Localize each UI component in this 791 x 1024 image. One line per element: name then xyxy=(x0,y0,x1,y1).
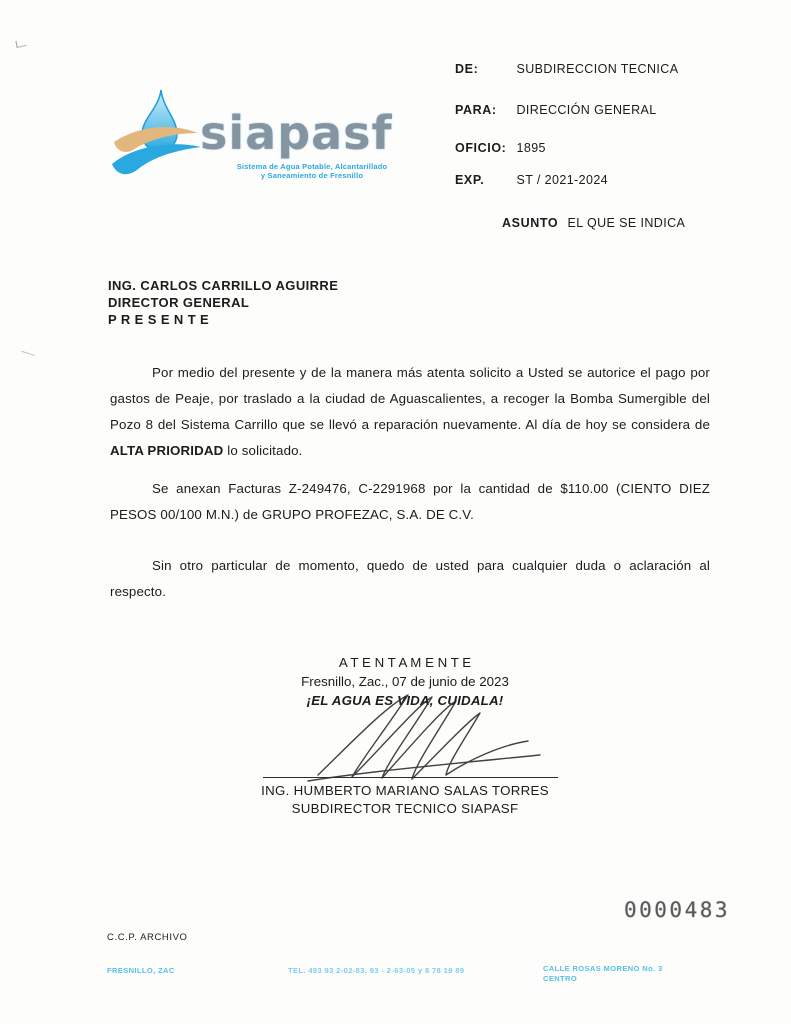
folio-stamp: 0000483 xyxy=(624,898,731,922)
footer-address xyxy=(543,964,663,984)
signature-rule xyxy=(263,777,558,778)
asunto-label: ASUNTO xyxy=(502,216,559,230)
date-line: Fresnillo, Zac., 07 de junio de 2023 xyxy=(301,674,509,689)
oficio-value: 1895 xyxy=(516,141,546,155)
alta-prioridad-emphasis: ALTA PRIORIDAD xyxy=(110,443,224,458)
para-label: PARA: xyxy=(455,103,497,117)
asunto-value: EL QUE SE INDICA xyxy=(567,216,686,230)
header-row-exp xyxy=(455,173,608,187)
de-label: DE: xyxy=(455,62,479,76)
ccp-line: C.C.P. ARCHIVO xyxy=(107,932,188,943)
header-row-asunto xyxy=(502,216,685,230)
logo-tagline xyxy=(212,162,412,180)
paragraph-2: Se anexan Facturas Z-249476, C-2291968 por la cantidad de $110.00 (CIENTO DIEZ PESOS 00/100 M.N.) de GRUPO PROFEZAC, S.A. DE C.V. xyxy=(110,481,710,522)
scan-artifact xyxy=(21,346,36,356)
atentamente-line: A T E N T A M E N T E xyxy=(338,655,472,670)
water-drop-icon xyxy=(108,88,204,188)
paragraph-1-end: lo solicitado. xyxy=(223,443,303,458)
closing-block xyxy=(240,653,570,816)
footer-address-line2: CENTRO xyxy=(543,974,578,983)
signer-title: SUBDIRECTOR TECNICO SIAPASF xyxy=(291,801,519,816)
recipient-title: DIRECTOR GENERAL xyxy=(108,295,250,310)
recipient-block xyxy=(108,277,338,328)
recipient-presente: P R E S E N T E xyxy=(108,312,210,327)
logo-tagline-line1: Sistema de Agua Potable, Alcantarillado xyxy=(236,162,388,171)
footer-address-line1: CALLE ROSAS MORENO No. 3 xyxy=(543,964,663,973)
signer-name: ING. HUMBERTO MARIANO SALAS TORRES xyxy=(261,783,549,798)
header-row-para xyxy=(455,103,657,117)
de-value: SUBDIRECCION TECNICA xyxy=(516,62,679,76)
footer-city: FRESNILLO, ZAC xyxy=(107,966,175,975)
scan-artifact xyxy=(15,39,26,48)
paragraph-3: Sin otro particular de momento, quedo de usted para cualquier duda o aclaración al respecto. xyxy=(110,558,710,599)
handwritten-signature xyxy=(290,689,550,784)
oficio-label: OFICIO: xyxy=(455,141,507,155)
exp-value: ST / 2021-2024 xyxy=(516,173,609,187)
para-value: DIRECCIÓN GENERAL xyxy=(516,103,657,117)
header-row-de xyxy=(455,62,678,76)
recipient-name: ING. CARLOS CARRILLO AGUIRRE xyxy=(108,278,339,293)
slogan-line: ¡EL AGUA ES VIDA, CUIDALA! xyxy=(306,693,504,708)
paragraph-1-start: Por medio del presente y de la manera más atenta solicito a Usted se autorice el pago por gastos de Peaje, por traslado a la ciudad de Aguascalientes, a recoger la Bomba Sumergible del Pozo 8 del Sistema Carrillo que se llevó a reparación nuevamente. Al día de hoy se considera de xyxy=(110,365,710,432)
exp-label: EXP. xyxy=(455,173,485,187)
paragraph-1 xyxy=(110,360,710,464)
header-row-oficio xyxy=(455,141,546,155)
logo-wordmark: siapasf xyxy=(200,106,393,160)
logo-tagline-line2: y Saneamiento de Fresnillo xyxy=(260,171,364,180)
footer-phones: TEL. 493 93 2-02-83, 93 - 2-63-05 y 8 78 19 89 xyxy=(288,966,465,975)
